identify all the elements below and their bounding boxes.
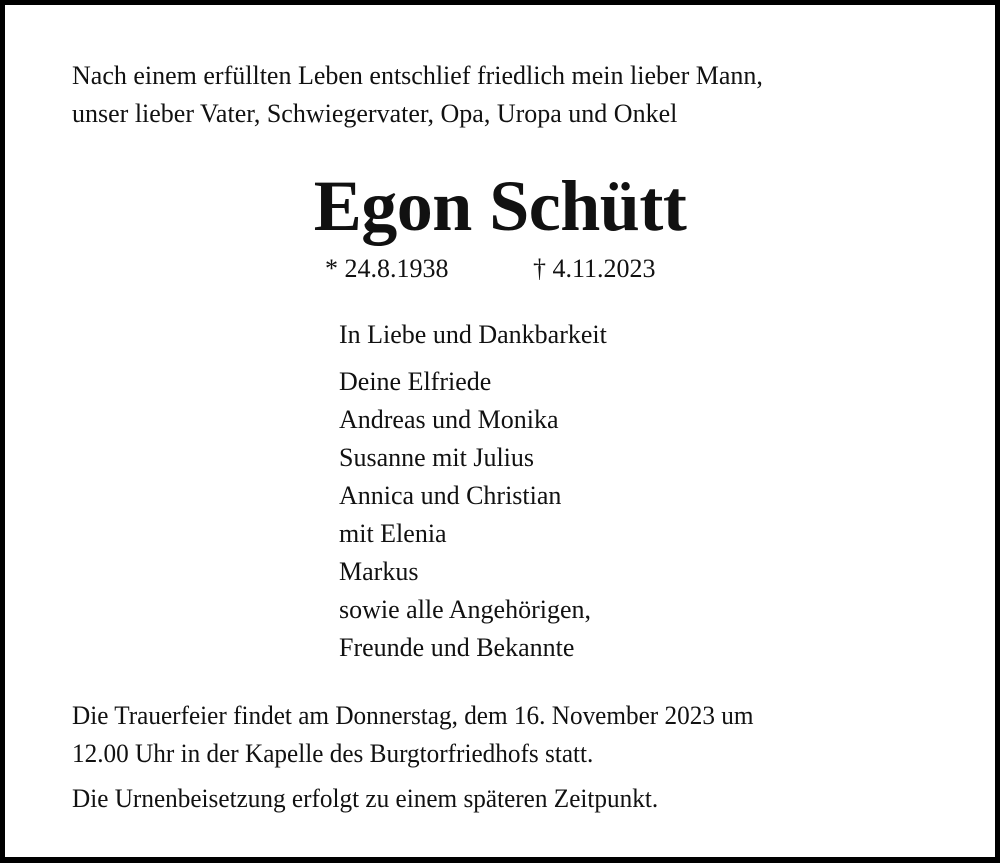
mourner: Freunde und Bekannte [339, 633, 575, 662]
mourner: Annica und Christian [339, 481, 562, 510]
burial-note: Die Urnenbeisetzung erfolgt zu einem späteren Zeitpunkt. [72, 784, 659, 813]
signoff: In Liebe und Dankbarkeit [339, 320, 607, 349]
birth-date: * 24.8.1938 [325, 254, 449, 283]
service-line: Die Trauerfeier findet am Donnerstag, dem 16. November 2023 um [72, 701, 754, 730]
mourner: Markus [339, 557, 419, 586]
mourner: Susanne mit Julius [339, 443, 535, 472]
service-line: 12.00 Uhr in der Kapelle des Burgtorfriedhofs statt. [72, 739, 594, 768]
obituary-notice [5, 5, 995, 857]
mourner: Andreas und Monika [339, 405, 559, 434]
life-dates [5, 252, 995, 286]
mourners-list [339, 363, 591, 667]
mourner: sowie alle Angehörigen, [339, 595, 591, 624]
mourner: mit Elenia [339, 519, 447, 548]
mourner: Deine Elfriede [339, 367, 492, 396]
intro-text [72, 57, 763, 133]
service-info [72, 697, 753, 773]
intro-line: unser lieber Vater, Schwiegervater, Opa, Uropa und Onkel [72, 99, 678, 128]
death-date: † 4.11.2023 [533, 254, 656, 283]
deceased-name: Egon Schütt [313, 166, 687, 246]
intro-line: Nach einem erfüllten Leben entschlief friedlich mein lieber Mann, [72, 61, 763, 90]
